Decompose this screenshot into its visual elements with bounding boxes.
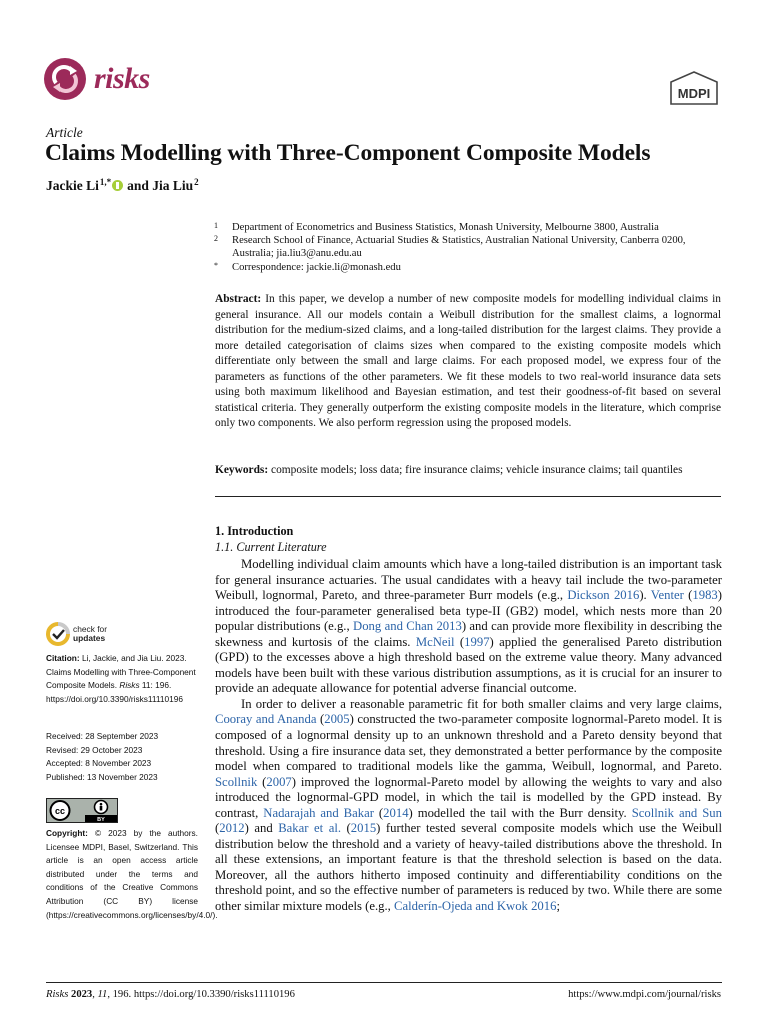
section-heading: 1. Introduction [215, 524, 294, 538]
divider [215, 496, 721, 497]
author-affiliation-mark: 1,* [99, 177, 112, 187]
footer-journal: Risks [46, 989, 69, 1000]
author-affiliation-mark: 2 [194, 177, 199, 187]
reference-link[interactable]: 2014 [383, 805, 409, 820]
mdpi-logo[interactable] [667, 71, 721, 105]
keywords [215, 463, 721, 478]
footer-doi[interactable]: , 196. https://doi.org/10.3390/risks11110196 [107, 989, 295, 1000]
reference-link[interactable]: Cooray and Ananda [215, 712, 317, 727]
reference-link[interactable]: Calderín-Ojeda and Kwok [394, 899, 528, 914]
risks-logo-icon [44, 58, 86, 100]
body-text-segment: ( [683, 588, 693, 603]
copyright-label: Copyright: [46, 828, 88, 838]
paragraph [215, 557, 722, 697]
body-text-segment: ) further tested several composite models which use the Weibull distribution below the threshold and a variety of heavy-tailed distributions above the threshold. In all these extensions, an important feature is that the threshold selection is based on the data. Moreover, all the authors hitherto imposed continuity and differentiability conditions on the threshold point, and so the effective number of parameters is reduced by two. While there are some other similar mixture models (e.g., [215, 821, 722, 914]
affiliation-mark: 2 [214, 234, 218, 244]
body-text-segment: ). [639, 588, 651, 603]
reference-link[interactable]: 2005 [324, 712, 350, 727]
check-updates-icon [46, 622, 70, 646]
affiliation-item [214, 221, 724, 234]
journal-logo[interactable] [44, 58, 150, 100]
reference-link[interactable]: Venter [650, 588, 684, 603]
reference-link[interactable]: 1997 [464, 634, 490, 649]
cc-icon: cc [54, 806, 66, 816]
citation-doi[interactable]: 11: 196. https://doi.org/10.3390/risks11110196 [46, 680, 183, 704]
orcid-icon[interactable] [112, 180, 123, 191]
copyright-block [46, 827, 218, 922]
revised-date: Revised: 29 October 2023 [46, 744, 143, 755]
affiliation-text: Research School of Finance, Actuarial Studies & Statistics, Australian National University, Canberra 0200, Australia; jia.liu3@anu.edu.au [232, 235, 686, 260]
body-text-segment: ( [316, 712, 325, 727]
journal-name: risks [94, 62, 150, 95]
affiliation-item [214, 261, 724, 274]
footer-year: 2023 [71, 989, 93, 1000]
footer-journal-url[interactable]: https://www.mdpi.com/journal/risks [568, 989, 721, 1000]
footer-volume: 11 [97, 989, 108, 1000]
citation-text: Li, Jackie, and Jia Liu. 2023. Claims Modelling with Three-Component Composite Models. [46, 653, 196, 691]
received-date: Received: 28 September 2023 [46, 731, 159, 741]
body-text-segment: ) constructed the two-parameter composite lognormal-Pareto model. It is composed of a lognormal density up to an unknown threshold and a Pareto density beyond that threshold. Using a fire insurance data set, they demonstrated a better performance by the composite model when compared to traditional models like the gamma, Weibull, lognormal, and Pareto. [215, 712, 722, 774]
article-type: Article [46, 125, 83, 140]
check-updates-line: check for [73, 624, 107, 635]
body-text [215, 557, 722, 915]
body-text-segment: ) applied the generalised Pareto distribution (GPD) to the excesses above a high threshold based on the extreme value theory. Many advanced models have been built with these various distribution assumptions, as it is crucial for an insurer to provide an adequate allowance for potential adverse financial outcome. [215, 634, 722, 696]
body-text-segment: Modelling individual claim amounts which have a long-tailed distribution is an important task for general insurance actuaries. The usual candidates with a heavy tail include the two-parameter Weibull, lognormal, Pareto, and three-parameter Burr models (e.g., [215, 557, 722, 603]
body-text-segment: ( [373, 805, 384, 820]
reference-link[interactable]: Nadarajah and Bakar [263, 805, 374, 820]
keywords-text: composite models; loss data; fire insurance claims; vehicle insurance claims; tail quantiles [271, 464, 683, 476]
copyright-text: © 2023 by the authors. Licensee MDPI, Basel, Switzerland. This article is an open access article distributed under the terms and conditions of the Creative Commons Attribution (CC BY) license (https://creativecommons.org/licenses/by/4.0/). [46, 828, 218, 920]
reference-link[interactable]: Bakar et al. [278, 821, 342, 836]
affiliation-mark: * [214, 260, 218, 270]
footer-citation: Risks 2023, 11, 196. https://doi.org/10.3390/risks11110196 [46, 989, 295, 1000]
reference-link[interactable]: 1983 [692, 588, 718, 603]
reference-link[interactable]: 2007 [266, 774, 292, 789]
published-date: Published: 13 November 2023 [46, 771, 158, 782]
reference-link[interactable]: Scollnik and Sun [631, 805, 722, 820]
reference-link[interactable]: 2013 [436, 619, 462, 634]
check-updates-line: updates [73, 633, 106, 643]
affiliation-text: Department of Econometrics and Business Statistics, Monash University, Melbourne 3800, Australia [232, 222, 659, 233]
article-title: Claims Modelling with Three-Component Composite Models [45, 140, 651, 166]
accepted-date: Accepted: 8 November 2023 [46, 758, 152, 769]
correspondence-text: Correspondence: jackie.li@monash.edu [232, 261, 401, 273]
body-text-segment: ( [454, 634, 465, 649]
subsection-heading: 1.1. Current Literature [215, 540, 327, 554]
body-text-segment: ) and can provide more flexibility in describing the skewness and kurtosis of the claims. [215, 619, 723, 649]
reference-link[interactable]: 2016 [613, 588, 640, 603]
body-text-segment: ) introduced the four-parameter generalised beta type-II (GB2) model, which nests more than 20 popular distributions (e.g., [215, 588, 722, 634]
body-text-segment: ) modelled the tail with the Burr density. [408, 805, 632, 820]
abstract [215, 292, 721, 432]
body-text-segment: ( [341, 821, 351, 836]
footer-divider [46, 982, 722, 983]
reference-link[interactable]: Dong and Chan [353, 619, 434, 634]
license-badge-label: BY [97, 817, 105, 822]
keywords-label: Keywords: [215, 464, 269, 476]
affiliations [214, 221, 724, 274]
abstract-text: In this paper, we develop a number of new composite models for modelling individual claims in general insurance. All our models contain a Weibull distribution for the smallest claims, a lognormal distribution for the medium-sized claims, and a long-tailed distribution for the largest claims. They provide a more detailed categorisation of claims sizes when compared to the existing composite models which differentiate only between the small and large claims. For each proposed model, we express four of the parameters as functions of the other parameters. We fit these models to two real-world insurance data sets using both maximum likelihood and Bayesian estimation, and test their goodness-of-fit based on several statistical criteria. They generally outperform the existing composite models in the literature, which comprise only two components. We also perform regression using the proposed models. [215, 293, 722, 430]
paragraph [215, 697, 722, 915]
abstract-label: Abstract: [215, 293, 262, 305]
person-icon [100, 803, 103, 806]
citation-block [46, 652, 198, 706]
publisher-name: MDPI [677, 86, 711, 101]
body-text-segment: ) improved the lognormal-Pareto model by allowing the weights to vary and also introduced the lognormal-GPD model, in which the tail is modelled by the GPD instead. By contrast, [215, 774, 722, 820]
authors [46, 178, 199, 194]
reference-link[interactable]: 2016 [531, 899, 557, 914]
reference-link[interactable]: 2012 [219, 821, 245, 836]
body-text-segment: In order to deliver a reasonable parametric fit for both smaller claims and very large claims, [241, 696, 722, 711]
cc-by-license-badge[interactable] [46, 798, 118, 823]
affiliation-mark: 1 [214, 221, 218, 230]
check-for-updates-button[interactable] [46, 622, 107, 646]
reference-link[interactable]: Dickson [567, 588, 610, 603]
author-separator: and [127, 178, 149, 193]
citation-label: Citation: [46, 653, 80, 663]
reference-link[interactable]: 2015 [350, 821, 377, 836]
body-text-segment: ( [257, 774, 267, 789]
affiliation-item [214, 234, 724, 260]
author-name[interactable]: Jackie Li [46, 178, 99, 193]
dates-block [46, 730, 198, 784]
body-text-segment: ; [556, 899, 560, 914]
reference-link[interactable]: Scollnik [215, 774, 258, 789]
body-text-segment: ) and [244, 821, 279, 836]
citation-journal: Risks [119, 680, 140, 691]
body-text-segment: ( [215, 821, 220, 836]
author-name[interactable]: Jia Liu [152, 178, 194, 193]
reference-link[interactable]: McNeil [415, 634, 455, 649]
